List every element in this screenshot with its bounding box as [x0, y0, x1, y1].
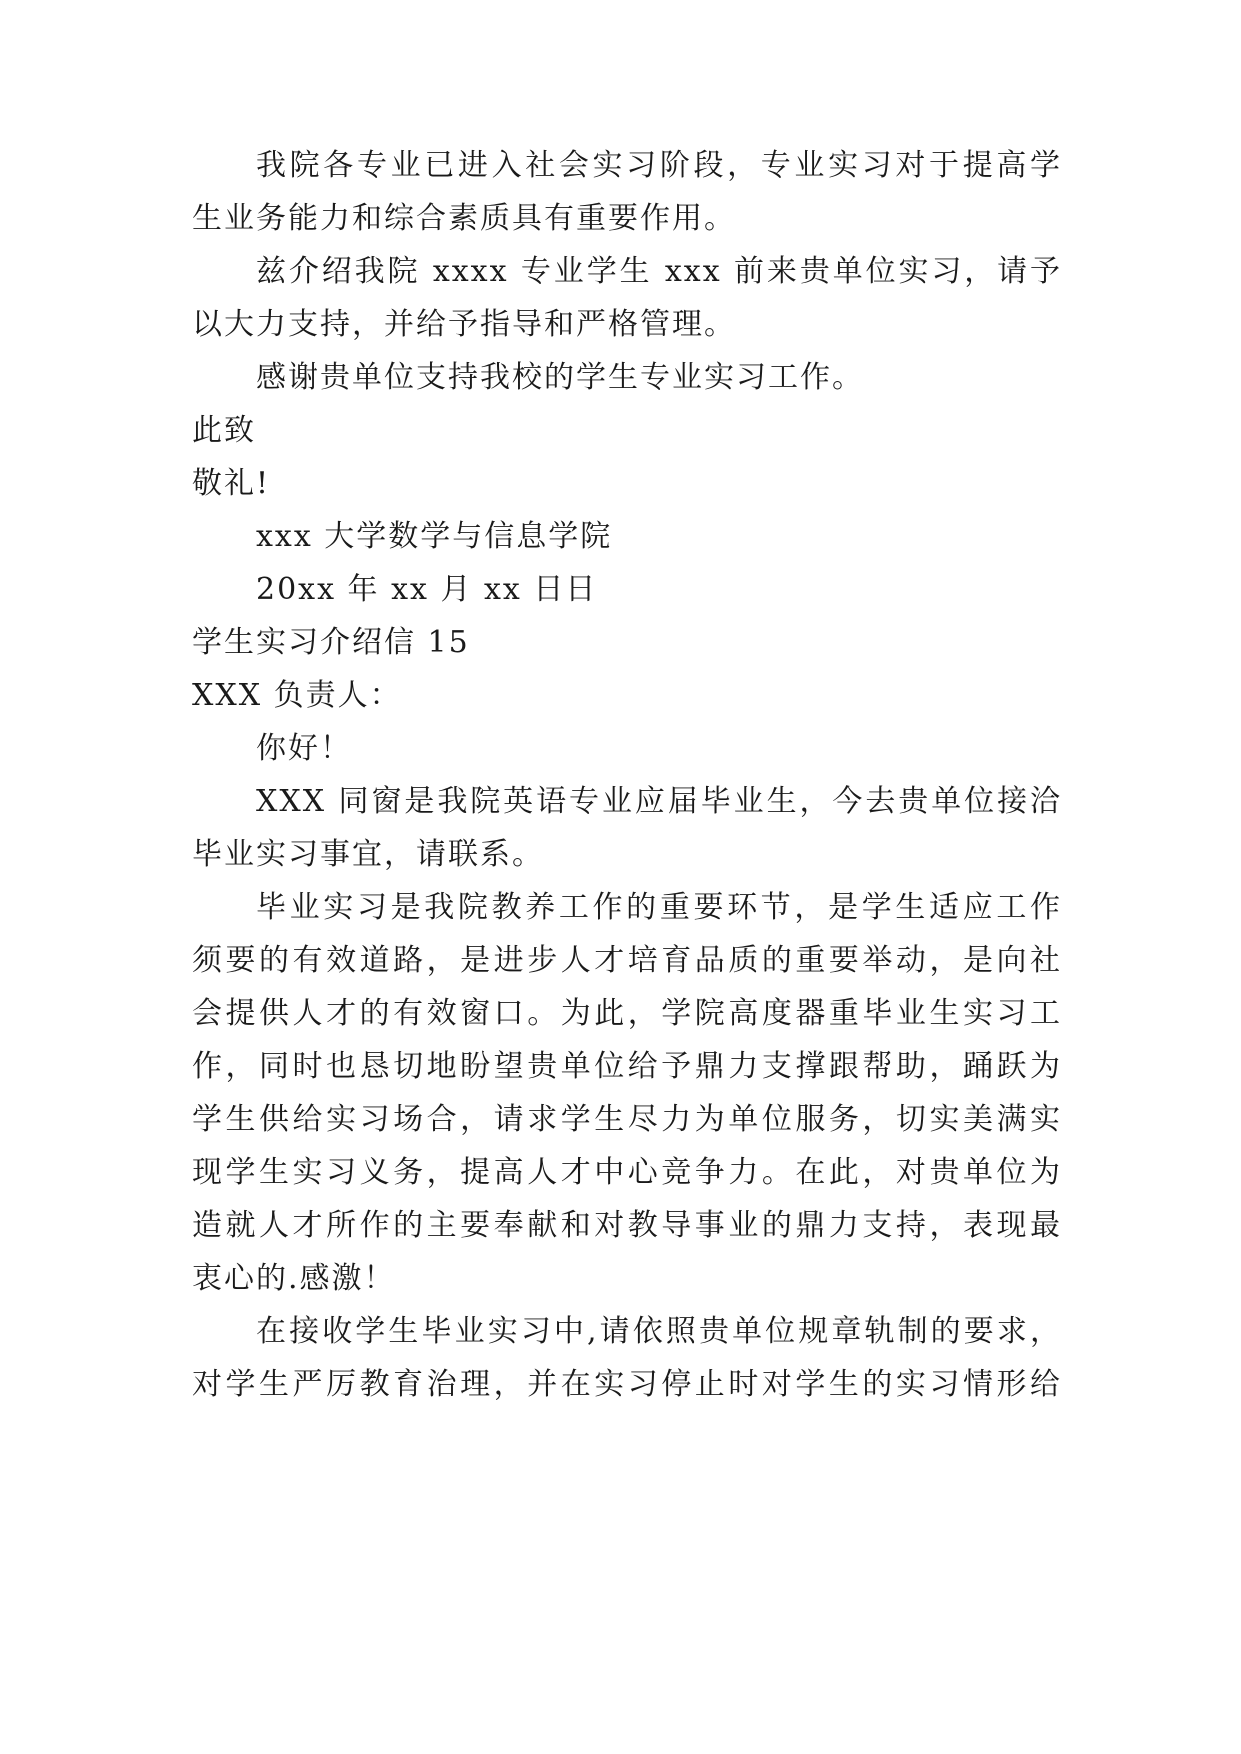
text-line-3: 兹介绍我院 xxxx 专业学生 xxx 前来贵单位实习，请予 — [256, 254, 1062, 289]
signature-institution: xxx 大学数学与信息学院 — [256, 519, 613, 554]
text-line-4: 以大力支持，并给予指导和严格管理。 — [192, 307, 736, 342]
text-line-5: 感谢贵单位支持我校的学生专业实习工作。 — [256, 360, 864, 395]
text-line-24: 对学生严厉教育治理，并在实习停止时对学生的实习情形给 — [192, 1367, 1062, 1402]
text-line-22: 衷心的.感激！ — [192, 1261, 396, 1296]
signature-date: 20xx 年 xx 月 xx 日日 — [256, 572, 598, 607]
text-line-1: 我院各专业已进入社会实习阶段，专业实习对于提高学 — [256, 148, 1062, 183]
text-line-21: 造就人才所作的主要奉献和对教导事业的鼎力支持，表现最 — [192, 1208, 1062, 1243]
text-line-15: 毕业实习是我院教养工作的重要环节，是学生适应工作 — [256, 890, 1062, 925]
closing-jingli: 敬礼! — [192, 466, 271, 501]
text-line-14: 毕业实习事宜，请联系。 — [192, 837, 544, 872]
text-line-2: 生业务能力和综合素质具有重要作用。 — [192, 201, 736, 236]
text-line-13: XXX 同窗是我院英语专业应届毕业生，今去贵单位接洽 — [256, 784, 1062, 819]
recipient-line: XXX 负责人： — [192, 678, 402, 713]
text-line-19: 学生供给实习场合，请求学生尽力为单位服务，切实美满实 — [192, 1102, 1062, 1137]
text-line-16: 须要的有效道路，是进步人才培育品质的重要举动，是向社 — [192, 943, 1062, 978]
section-title: 学生实习介绍信 15 — [192, 625, 470, 660]
text-line-20: 现学生实习义务，提高人才中心竞争力。在此，对贵单位为 — [192, 1155, 1062, 1190]
text-line-23: 在接收学生毕业实习中,请依照贵单位规章轨制的要求， — [256, 1314, 1062, 1349]
text-line-18: 作，同时也恳切地盼望贵单位给予鼎力支撑跟帮助，踊跃为 — [192, 1049, 1062, 1084]
text-line-17: 会提供人才的有效窗口。为此，学院高度器重毕业生实习工 — [192, 996, 1062, 1031]
closing-cizhi: 此致 — [192, 413, 256, 448]
greeting: 你好！ — [256, 731, 352, 766]
